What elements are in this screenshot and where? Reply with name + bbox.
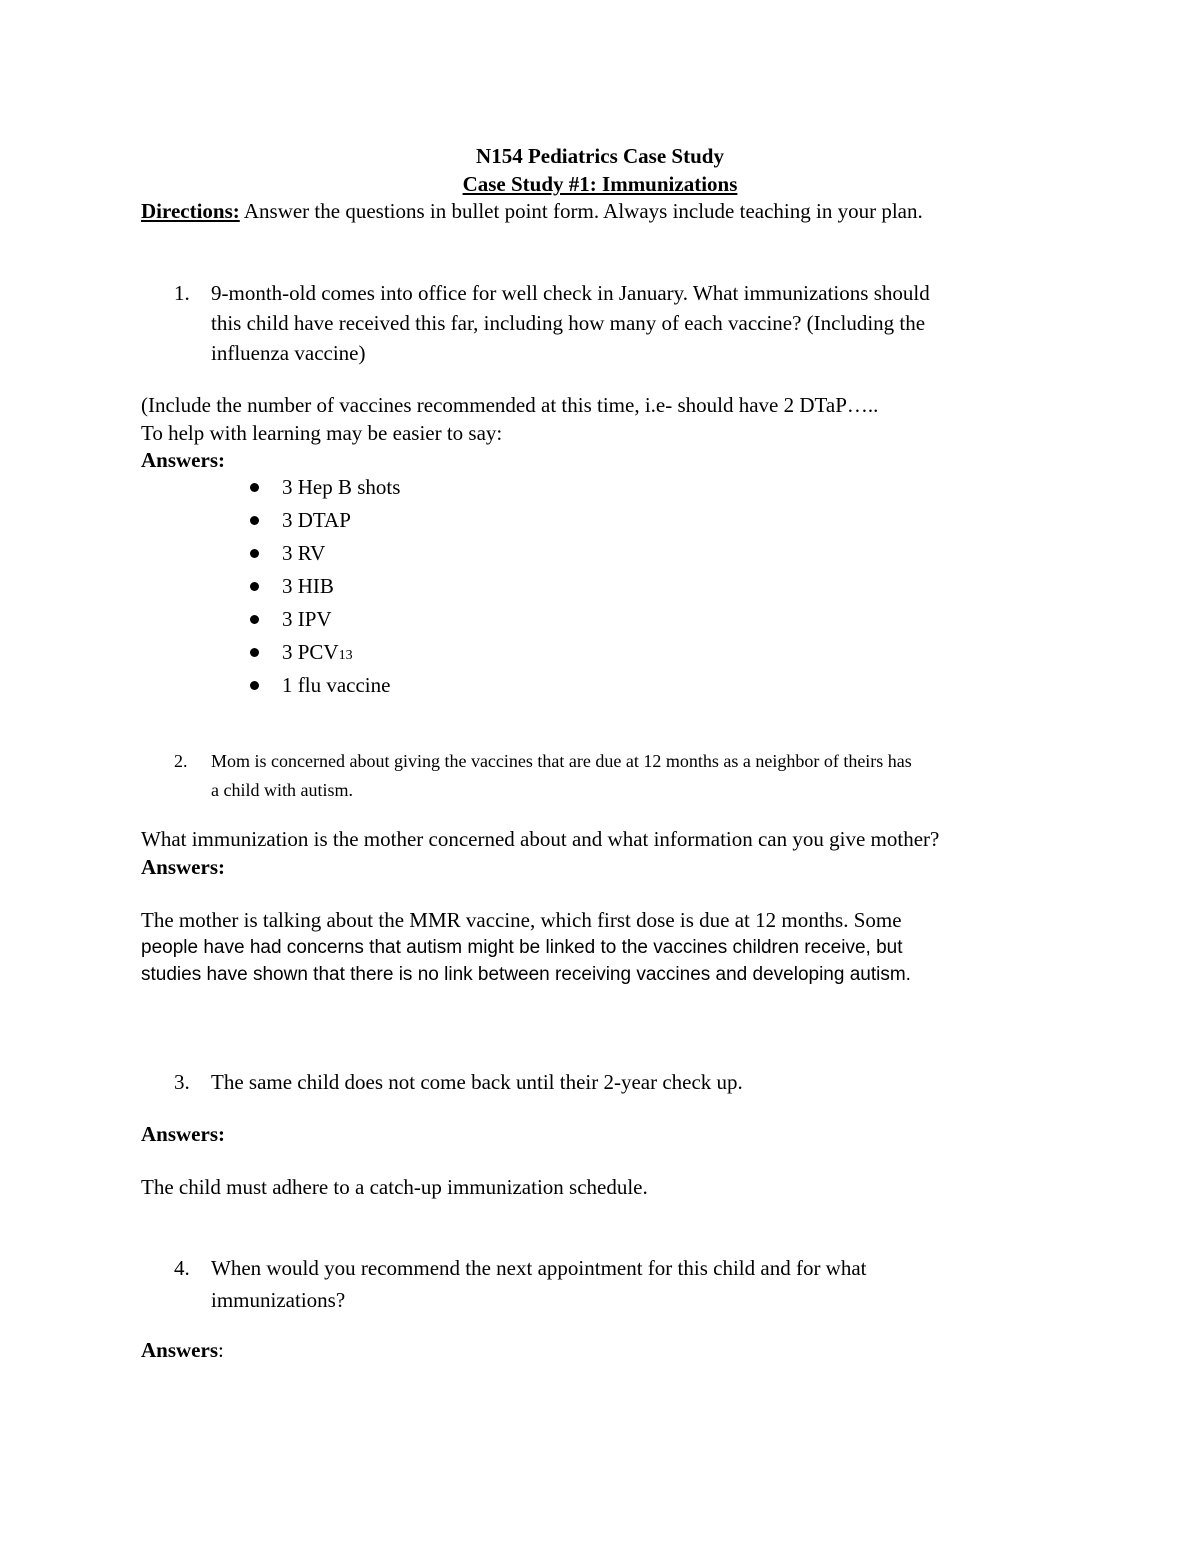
question-1-number: 1. xyxy=(174,281,190,305)
question-3-text: The same child does not come back until their 2-year check up. xyxy=(211,1070,743,1094)
bullet-icon xyxy=(250,483,259,492)
bullet-icon xyxy=(250,582,259,591)
question-4-line-2: immunizations? xyxy=(211,1288,346,1312)
directions xyxy=(141,201,923,222)
question-2-answer-line-1: The mother is talking about the MMR vaccine, which first dose is due at 12 months. Some xyxy=(141,908,902,932)
question-2-number: 2. xyxy=(174,751,188,771)
question-2-line-1: Mom is concerned about giving the vaccines that are due at 12 months as a neighbor of theirs has xyxy=(211,751,912,771)
list-item: 3 IPV xyxy=(282,607,332,631)
question-3-answer: The child must adhere to a catch-up immunization schedule. xyxy=(141,1175,648,1199)
directions-label: Directions: xyxy=(141,199,240,223)
question-1-line-1: 9-month-old comes into office for well check in January. What immunizations should xyxy=(211,281,930,305)
question-4-line-1: When would you recommend the next appointment for this child and for what xyxy=(211,1256,867,1280)
question-2-answer-line-2: people have had concerns that autism might be linked to the vaccines children receive, but xyxy=(141,937,903,958)
question-2-line-2: a child with autism. xyxy=(211,780,353,800)
question-2-answer-line-3: studies have shown that there is no link between receiving vaccines and developing autism. xyxy=(141,964,911,985)
list-item: 3 PCV13 xyxy=(282,640,353,664)
page-title: N154 Pediatrics Case Study xyxy=(476,144,724,168)
bullet-icon xyxy=(250,648,259,657)
question-2-answers-label: Answers: xyxy=(141,855,225,879)
subscript: 13 xyxy=(338,648,353,663)
list-item: 1 flu vaccine xyxy=(282,673,391,697)
question-4-answers-label: Answers: xyxy=(141,1338,224,1362)
bullet-icon xyxy=(250,516,259,525)
list-item: 3 RV xyxy=(282,541,326,565)
bullet-icon xyxy=(250,615,259,624)
bullet-icon xyxy=(250,549,259,558)
question-1-note-2: To help with learning may be easier to say: xyxy=(141,421,503,445)
question-1-line-3: influenza vaccine) xyxy=(211,341,366,365)
page-subtitle: Case Study #1: Immunizations xyxy=(462,172,738,196)
question-4-number: 4. xyxy=(174,1256,190,1280)
question-3-answers-label: Answers: xyxy=(141,1122,225,1146)
list-item: 3 Hep B shots xyxy=(282,475,401,499)
question-1-answers-label: Answers: xyxy=(141,448,225,472)
list-item: 3 HIB xyxy=(282,574,334,598)
question-1-note-1: (Include the number of vaccines recommended at this time, i.e- should have 2 DTaP….. xyxy=(141,393,879,417)
bullet-icon xyxy=(250,681,259,690)
directions-text: Answer the questions in bullet point form. Always include teaching in your plan. xyxy=(243,199,923,223)
question-1-line-2: this child have received this far, including how many of each vaccine? (Including the xyxy=(211,311,926,335)
question-2-followup: What immunization is the mother concerned about and what information can you give mother? xyxy=(141,827,940,851)
list-item: 3 DTAP xyxy=(282,508,351,532)
question-3-number: 3. xyxy=(174,1070,190,1094)
